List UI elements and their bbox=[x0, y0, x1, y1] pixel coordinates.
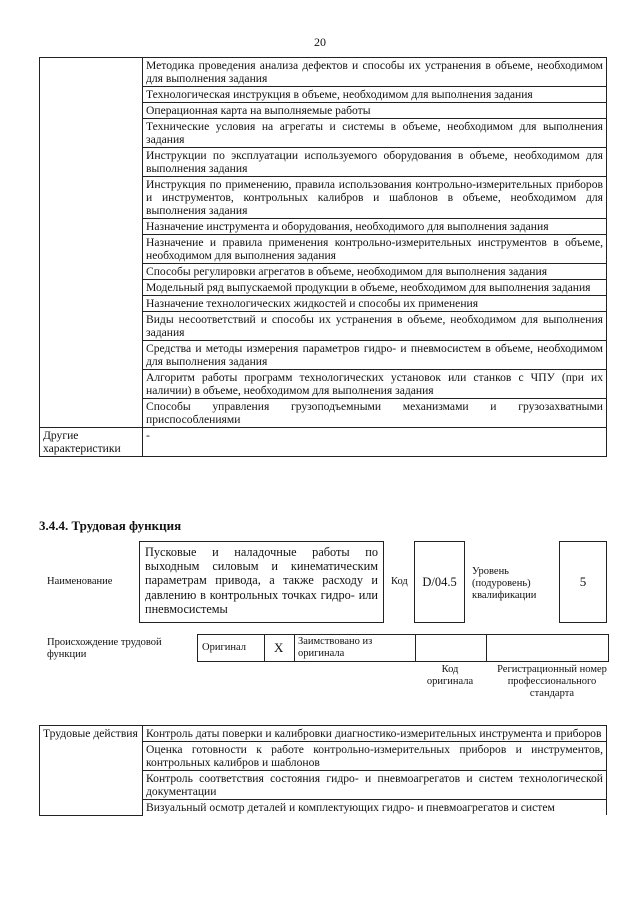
reg-caption: Регистрационный номер профессионального стандарта bbox=[497, 664, 607, 699]
level-value: 5 bbox=[559, 541, 607, 623]
knowledge-label-cell bbox=[40, 58, 143, 428]
original-label: Оригинал bbox=[202, 642, 246, 653]
knowledge-item: Технические условия на агрегаты и системы в объеме, необходимом для выполнения задания bbox=[143, 119, 607, 148]
page-number: 20 bbox=[314, 35, 326, 49]
table-row bbox=[40, 726, 607, 742]
code-caption: Код оригинала bbox=[426, 664, 474, 687]
action-item: Оценка готовности к работе контрольно-измерительных приборов и инструментов, контрольных калибров и шаблонов bbox=[143, 742, 607, 771]
code-label: Код bbox=[391, 576, 408, 587]
section-title: 3.4.4. Трудовая функция bbox=[39, 518, 182, 533]
knowledge-item: Методика проведения анализа дефектов и способы их устранения в объеме, необходимом для выполнения задания bbox=[143, 58, 607, 87]
knowledge-table bbox=[39, 57, 607, 457]
action-item: Контроль даты поверки и калибровки диагностико-измерительных инструмента и приборов bbox=[143, 726, 607, 742]
knowledge-item: Способы регулировки агрегатов в объеме, необходимом для выполнения задания bbox=[143, 264, 607, 280]
other-label: Другие характеристики bbox=[40, 428, 143, 457]
knowledge-item: Виды несоответствий и способы их устранения в объеме, необходимом для выполнения задания bbox=[143, 312, 607, 341]
table-row bbox=[40, 428, 607, 457]
origin-label: Происхождение трудовой функции bbox=[47, 637, 162, 660]
knowledge-item: Операционная карта на выполняемые работы bbox=[143, 103, 607, 119]
function-code: D/04.5 bbox=[414, 541, 465, 623]
knowledge-item: Инструкция по применению, правила использования контрольно-измерительных приборов и инструментов, контрольных калибров и шаблонов в объеме, необходимом для выполнения задания bbox=[143, 177, 607, 219]
knowledge-item: Инструкции по эксплуатации используемого оборудования в объеме, необходимом для выполнения задания bbox=[143, 148, 607, 177]
knowledge-item: Способы управления грузоподъемными механизмами и грузозахватными приспособлениями bbox=[143, 399, 607, 428]
level-label: Уровень (подуровень) квалификации bbox=[472, 566, 537, 601]
divider bbox=[294, 634, 295, 662]
action-item: Визуальный осмотр деталей и комплектующих гидро- и пневмоагрегатов и систем bbox=[143, 800, 607, 816]
knowledge-item: Модельный ряд выпускаемой продукции в объеме, необходимом для выполнения задания bbox=[143, 280, 607, 296]
function-name: Пусковые и наладочные работы по выходным силовым и кинематическим параметрам привода, а также расходу и давлению в контрольных точках гидро- или пневмосистемы bbox=[139, 541, 384, 623]
original-mark: X bbox=[274, 640, 284, 655]
name-label: Наименование bbox=[47, 576, 113, 587]
table-row bbox=[40, 58, 607, 87]
knowledge-item: Назначение и правила применения контрольно-измерительных инструментов в объеме, необходимом для выполнения задания bbox=[143, 235, 607, 264]
actions-table bbox=[39, 725, 607, 816]
knowledge-item: Назначение инструмента и оборудования, необходимого для выполнения задания bbox=[143, 219, 607, 235]
knowledge-item: Средства и методы измерения параметров гидро- и пневмосистем в объеме, необходимом для выполнения задания bbox=[143, 341, 607, 370]
divider bbox=[486, 634, 487, 662]
knowledge-item: Алгоритм работы программ технологических установок или станков с ЧПУ (при их наличии) в объеме, необходимом для выполнения задания bbox=[143, 370, 607, 399]
actions-label: Трудовые действия bbox=[40, 726, 143, 816]
knowledge-item: Назначение технологических жидкостей и способы их применения bbox=[143, 296, 607, 312]
divider bbox=[415, 634, 416, 662]
divider bbox=[264, 634, 265, 662]
other-value: - bbox=[143, 428, 607, 457]
action-item: Контроль соответствия состояния гидро- и пневмоагрегатов и систем технологической документации bbox=[143, 771, 607, 800]
knowledge-item: Технологическая инструкция в объеме, необходимом для выполнения задания bbox=[143, 87, 607, 103]
borrowed-label: Заимствовано из оригинала bbox=[298, 636, 373, 659]
